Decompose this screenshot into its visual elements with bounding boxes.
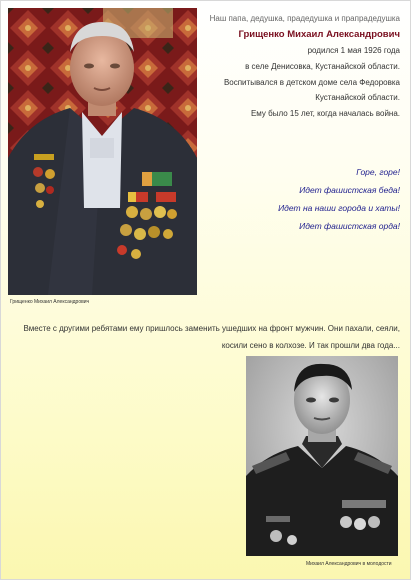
- person-name: Грищенко Михаил Александрович: [238, 29, 400, 40]
- young-photo-caption: Михаил Александрович в молодости: [306, 561, 392, 567]
- story-line: косили сено в колхозе. И так прошли два года...: [221, 341, 400, 350]
- bio-intro: Наш папа, дедушка, прадедушка и прапрадедушка: [209, 14, 400, 23]
- poem-line: Идет фашистская беда!: [299, 185, 400, 195]
- bio-line: родился 1 мая 1926 года: [307, 46, 400, 55]
- bio-line: Кустанайской области.: [315, 93, 400, 102]
- bio-line: Воспитывался в детском доме села Федоровка: [223, 78, 400, 87]
- bio-line: в селе Денисовка, Кустанайской области.: [245, 62, 400, 71]
- story-line: Вместе с другими ребятами ему пришлось заменить ушедших на фронт мужчин. Они пахали, сеяли,: [23, 324, 400, 333]
- young-portrait-photo: [246, 356, 398, 556]
- poem-line: Идет на наши города и хаты!: [278, 203, 400, 213]
- main-photo-caption: Грищенко Михаил Александрович: [10, 299, 90, 305]
- poem-line: Идет фашистская орда!: [299, 221, 400, 231]
- veteran-photo: [8, 8, 197, 295]
- poem-line: Горе, горе!: [356, 167, 400, 177]
- bio-line: Ему было 15 лет, когда началась война.: [250, 109, 400, 118]
